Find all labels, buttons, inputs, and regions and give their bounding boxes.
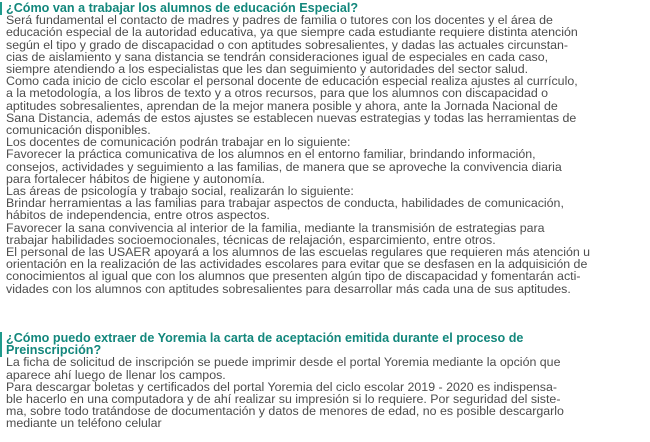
section-accent-bar [0,2,2,15]
body-text-line: Será fundamental el contacto de madres y padres de familia o tutores con los docentes y el área de [6,13,553,28]
section-heading-line: ¿Cómo puedo extraer de Yoremia la carta de aceptación emitida durante el proceso de [6,331,524,345]
section-heading [6,332,646,356]
body-text-line: El personal de las USAER apoyará a los alumnos de las escuelas regulares que requieren más atención u [6,245,591,260]
body-text-line: Las áreas de psicología y trabajo social, realizarán lo siguiente: [6,184,354,199]
body-text-line: conocimientos al igual que con los alumnos que presenten algún tipo de discapacidad y fomentarán acti- [6,269,581,284]
section-body [6,356,646,429]
body-text-line: aparece ahí luego de llenar los campos. [6,367,226,382]
body-text-line: mediante un teléfono celular [6,416,162,431]
body-text-line: comunicación disponibles. [6,123,151,138]
body-text-line: para fortalecer hábitos de higiene y autonomía. [6,171,265,186]
body-text-line: trabajar habilidades socioemocionales, técnicas de relajación, esparcimiento, entre otros. [6,232,496,247]
body-text-line: Brindar herramientas a las familias para trabajar aspectos de conducta, habilidades de comunicación, [6,196,564,211]
body-text-line: educación especial de la autoridad educativa, ya que siempre cada estudiante requiere distinta atención [6,25,578,40]
body-text-line: a la metodología, a los libros de texto y a otros recursos, para que los alumnos con discapacidad o [6,86,549,101]
body-text-line: Para descargar boletas y certificados del portal Yoremia del ciclo escolar 2019 - 2020 es indispensa- [6,379,558,394]
section-accent-bar [0,332,2,357]
body-text-line: según el tipo y grado de discapacidad o con aptitudes sobresalientes, y dadas las actuales circunstan- [6,37,569,52]
section-body [6,14,646,295]
body-text-line: ma, sobre todo tratándose de documentación y datos de menores de edad, no es posible descargarlo [6,404,564,419]
section-heading-line: ¿Cómo van a trabajar los alumnos de educación Especial? [6,1,359,15]
body-text-line: Favorecer la sana convivencia al interior de la familia, mediante la transmisión de estrategias para [6,220,545,235]
body-text-line: cias de aislamiento y sana distancia se tendrán consideraciones igual de especiales en cada caso, [6,49,549,64]
section-content [6,2,646,295]
body-text-line: consejos, actividades y seguimiento a las familias, de manera que se aproveche la convivencia diaria [6,159,562,174]
body-text-line: Como cada inicio de ciclo escolar el personal docente de educación especial realiza ajustes al currículo, [6,74,578,89]
body-text-line: ble hacerlo en una computadora y de ahí realizar su impresión si lo requiere. Por seguridad del siste- [6,392,561,407]
section-content [6,332,646,430]
body-text-line: Los docentes de comunicación podrán trabajar en lo siguiente: [6,135,351,150]
body-text-line: Sana Distancia, además de estos ajustes se establecen nuevas estrategias y todas las herramientas de [6,110,577,125]
section-heading-line: Preinscripción? [6,343,102,358]
body-text-line: La ficha de solicitud de inscripción se puede imprimir desde el portal Yoremia mediante la opción que [6,355,561,370]
body-text-line: siempre atendiendo a los especialistas que les dan seguimiento y autoridades del sector salud. [6,62,529,77]
body-text-line: aptitudes sobresalientes, aprendan de la mejor manera posible y ahora, ante la Jornada Nacional de [6,98,558,113]
body-text-line: hábitos de independencia, entre otros aspectos. [6,208,270,223]
body-text-line: vidades con los alumnos con aptitudes sobresalientes para desarrollar más cada una de sus aptitudes. [6,281,571,296]
body-text-line: orientación en la realización de las actividades escolares para evitar que se desfasen en la adquisición de [6,257,588,272]
body-text-line: Favorecer la práctica comunicativa de los alumnos en el entorno familiar, brindando información, [6,147,536,162]
